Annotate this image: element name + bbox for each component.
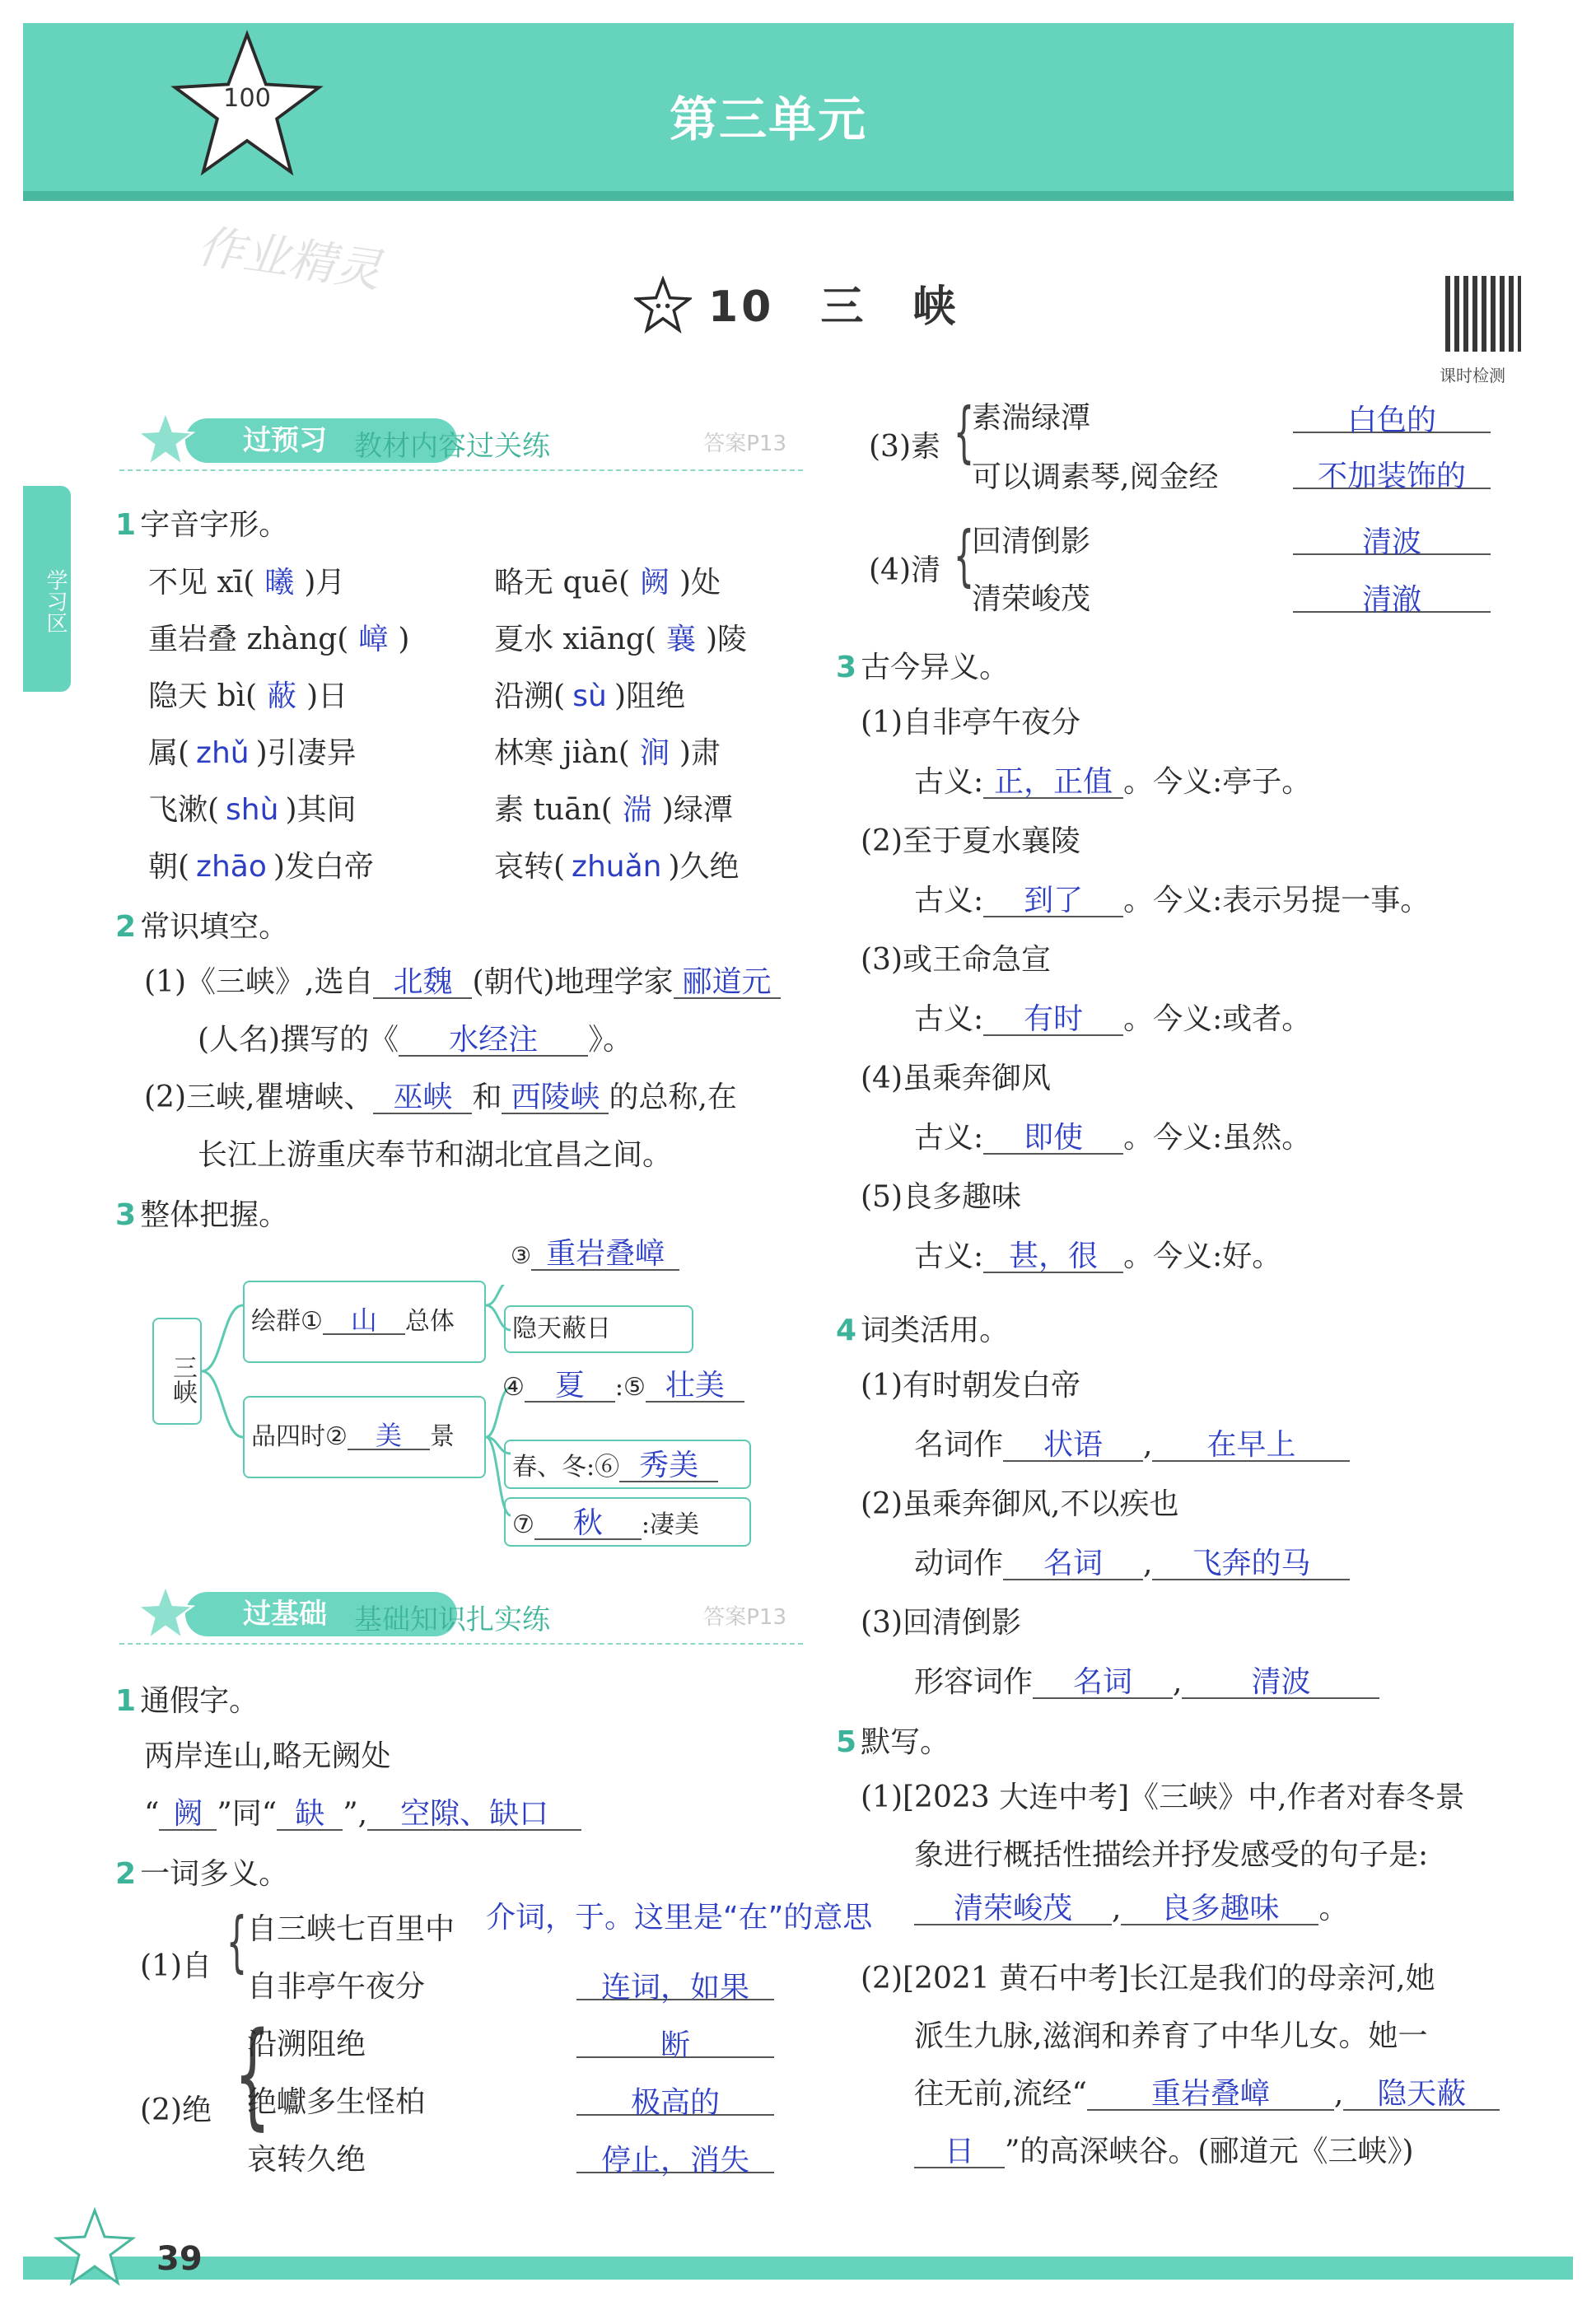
dict-p1-l1: (1)[2023 大连中考]《三峡》中,作者对春冬景 (861, 1781, 1465, 1814)
q-title: 字音字形。 (140, 508, 289, 542)
ancient-label: (5)良多趣味 (861, 1180, 1021, 1214)
mascot-star-icon (49, 2207, 140, 2289)
q1-item: 隐天 bì( 蔽 )日 (148, 679, 348, 713)
branch2-child2: 春、冬:⑥ 秀美 (504, 1440, 751, 1489)
q-title: 整体把握。 (140, 1198, 289, 1232)
q1-item: 略无 quē( 阙 )处 (494, 566, 721, 600)
brace: { (953, 517, 975, 594)
dict-p1-l3: 清荣峻茂 , 良多趣味 。 (914, 1894, 1348, 1925)
dict-p2-l2: 派生九脉,滋润和养育了中华儿女。她一 (914, 2019, 1428, 2053)
q-title: 默写。 (861, 1725, 950, 1759)
section-subtitle: 基础知识扎实练 (354, 1603, 550, 1636)
q-number: 4 (836, 1314, 857, 1347)
branch2-child1: ④ 夏 :⑤ 壮美 (502, 1371, 744, 1403)
q-title: 词类活用。 (861, 1314, 1010, 1347)
ancient-answer: 甚，很 (983, 1242, 1123, 1273)
wordclass-answer: 飞奔的马 (1152, 1549, 1350, 1580)
side-tab: 学习区 (23, 486, 71, 692)
r4-s1: 回清倒影 (972, 525, 1091, 558)
q1-item: 重岩叠 zhàng( 嶂 ) (148, 623, 410, 656)
section-subtitle: 教材内容过关练 (354, 430, 550, 463)
wordclass-answer: 清波 (1182, 1668, 1379, 1699)
wordclass-answer: 名词 (1003, 1549, 1143, 1580)
dict-p2-l4: 日 ”的高深峡谷。(郦道元《三峡》) (914, 2137, 1414, 2168)
q1-item: 属( zhǔ )引凄异 (148, 736, 357, 770)
ancient-answer-line: 古义: 甚，很 。今义:好。 (914, 1239, 1282, 1273)
mascot-icon (136, 410, 195, 469)
wordclass-answer: 名词 (1033, 1668, 1173, 1699)
watermark: 作业精灵 (194, 219, 385, 299)
q1-answer: zhǔ (196, 736, 250, 770)
ancient-label: (2)至于夏水襄陵 (861, 824, 1080, 858)
q2-line1: (1)《三峡》,选自 北魏 (朝代)地理学家 郦道元 (144, 968, 781, 999)
q1-answer: 阙 (640, 566, 670, 600)
b2-g2-a1-line: 断 (576, 2022, 774, 2058)
wordclass-answer: 在早上 (1152, 1431, 1350, 1462)
wordclass-answer: 状语 (1003, 1431, 1143, 1462)
star-icon (634, 276, 692, 334)
brace: { (226, 1903, 248, 1980)
q-number: 2 (115, 1857, 137, 1891)
ancient-label: (4)虽乘奔御风 (861, 1062, 1051, 1095)
unit-title: 第三单元 (669, 91, 867, 147)
q1-item: 朝( zhāo )发白帝 (148, 850, 374, 884)
section-preview-header (119, 412, 803, 471)
r3-label: (3)素 (869, 430, 940, 464)
q-number: 3 (115, 1198, 137, 1232)
q-number: 5 (836, 1725, 857, 1759)
q-number: 2 (115, 910, 137, 944)
b2-g2-a3-line: 停止，消失 (576, 2137, 774, 2173)
ancient-label: (1)自非亭午夜分 (861, 706, 1080, 740)
dict-p2-l3: 往无前,流经“ 重岩叠嶂 , 隐天蔽 (914, 2079, 1500, 2111)
wordclass-label: (2)虽乘奔御风,不以疾也 (861, 1487, 1179, 1521)
page-number: 39 (156, 2240, 203, 2278)
r3-s1: 素湍绿潭 (972, 401, 1091, 435)
q1-item: 哀转( zhuǎn )久绝 (494, 850, 740, 884)
q-number: 1 (115, 1684, 137, 1718)
b2-g1-a2-line: 连词，如果 (576, 1964, 774, 2000)
divider (119, 1643, 803, 1645)
answer-ref: 答案P13 (703, 1605, 786, 1630)
b2-group2-label: (2)绝 (140, 2093, 212, 2127)
q1-answer: 襄 (665, 623, 696, 656)
wordclass-answer-line: 形容词作 名词 , 清波 (914, 1668, 1379, 1699)
dict-p1-l2: 象进行概括性描绘并抒发感受的句子是: (914, 1838, 1429, 1872)
branch1-child1: ③ 重岩叠嶂 (511, 1239, 679, 1271)
q1-answer: sù (572, 679, 607, 713)
q1-answer: zhāo (196, 850, 267, 884)
q1-item: 林寒 jiàn( 涧 )肃 (494, 736, 721, 770)
q1-item: 沿溯( sù )阻绝 (494, 679, 686, 713)
answer-ref: 答案P13 (703, 432, 786, 456)
brace: { (234, 2008, 271, 2142)
divider (119, 469, 803, 471)
section-tag: 过预习 (185, 418, 457, 463)
wordclass-label: (3)回清倒影 (861, 1606, 1021, 1640)
q1-answer: 涧 (639, 736, 670, 770)
ancient-answer: 即使 (983, 1123, 1123, 1155)
r4-a2-line: 清澈 (1293, 576, 1491, 613)
q1-answer: zhuǎn (572, 850, 662, 884)
brace: { (953, 394, 975, 470)
b2-g2-s3: 哀转久绝 (247, 2143, 366, 2177)
section-tag: 过基础 (185, 1592, 457, 1636)
ancient-answer-line: 古义: 即使 。今义:虽然。 (914, 1121, 1312, 1155)
r3-a2-line: 不加装饰的 (1293, 453, 1491, 489)
r3-s2: 可以调素琴,阅金经 (972, 460, 1219, 494)
wordclass-label: (1)有时朝发白帝 (861, 1369, 1080, 1403)
q-title: 一词多义。 (140, 1857, 289, 1891)
q1-item: 飞漱( shù )其间 (148, 793, 357, 827)
q1-item: 素 tuān( 湍 )绿潭 (494, 793, 733, 827)
svg-text:100: 100 (222, 84, 272, 113)
branch2-child3: ⑦ 秋 :凄美 (504, 1497, 751, 1547)
ancient-answer: 到了 (983, 886, 1123, 917)
footer-bar (23, 2257, 1573, 2280)
q-number: 3 (836, 651, 857, 684)
q2-line2: (人名)撰写的《 水经注 》。 (198, 1023, 633, 1057)
b2-group1-label: (1)自 (140, 1949, 212, 1983)
r4-s2: 清荣峻茂 (972, 582, 1091, 616)
b2-g2-a2-line: 极高的 (576, 2079, 774, 2116)
q1-answer: 嶂 (358, 623, 389, 656)
q1-answer: 湍 (622, 793, 652, 827)
q2-line4: 长江上游重庆奉节和湖北宜昌之间。 (198, 1138, 673, 1172)
mindmap-root: 三峡 (152, 1318, 202, 1425)
ancient-answer-line: 古义: 正，正值 。今义:亭子。 (914, 765, 1312, 799)
q-number: 1 (115, 508, 137, 542)
ancient-answer: 有时 (983, 1005, 1123, 1036)
wordclass-answer-line: 名词作 状语 , 在早上 (914, 1431, 1350, 1462)
r4-label: (4)清 (869, 553, 940, 587)
qr-label: 课时检测 (1440, 366, 1505, 385)
b1-sentence: 两岸连山,略无阙处 (144, 1739, 391, 1773)
b2-g1-s2: 自非亭午夜分 (247, 1970, 426, 2004)
q-title: 古今异义。 (861, 651, 1010, 684)
dict-p2-l1: (2)[2021 黄石中考]长江是我们的母亲河,她 (861, 1962, 1435, 1995)
b2-g2-s2: 绝巘多生怪柏 (247, 2085, 426, 2119)
mascot-icon (136, 1584, 195, 1643)
r3-a1-line: 白色的 (1293, 397, 1491, 433)
b2-g1-a1: 介词，于。这里是“在”的意思 (486, 1901, 873, 1935)
ancient-label: (3)或王命急宣 (861, 943, 1051, 977)
q1-answer: shù (226, 793, 279, 827)
qr-code[interactable] (1445, 276, 1521, 352)
b2-g2-s1: 沿溯阻绝 (247, 2028, 366, 2061)
section-basic-header (119, 1585, 803, 1645)
ancient-answer-line: 古义: 到了 。今义:表示另提一事。 (914, 884, 1430, 917)
q2-line3: (2)三峡,瞿塘峡、 巫峡 和 西陵峡 的总称,在 (144, 1080, 737, 1114)
q1-answer: 蔽 (267, 679, 297, 713)
mindmap-branch1: 绘群① 山 总体 (243, 1281, 486, 1363)
q-title: 通假字。 (140, 1684, 259, 1718)
wordclass-answer-line: 动词作 名词 , 飞奔的马 (914, 1549, 1350, 1580)
ancient-answer: 正，正值 (983, 768, 1123, 799)
mascot-star-icon (169, 28, 325, 184)
lesson-title: 10 三 峡 (708, 282, 959, 332)
b2-g1-s1: 自三峡七百里中 (247, 1912, 455, 1946)
b1-answer-line: “ 阙 ”同“ 缺 ”, 空隙、缺口 (144, 1799, 581, 1831)
branch1-child2: 隐天蔽日 (504, 1305, 693, 1353)
q1-answer: 曦 (264, 566, 295, 600)
ancient-answer-line: 古义: 有时 。今义:或者。 (914, 1002, 1312, 1036)
r4-a1-line: 清波 (1293, 519, 1491, 555)
mindmap-branch2: 品四时② 美 景 (243, 1396, 486, 1478)
q1-item: 不见 xī( 曦 )月 (148, 566, 346, 600)
q-title: 常识填空。 (140, 910, 289, 944)
q1-item: 夏水 xiāng( 襄 )陵 (494, 623, 748, 656)
